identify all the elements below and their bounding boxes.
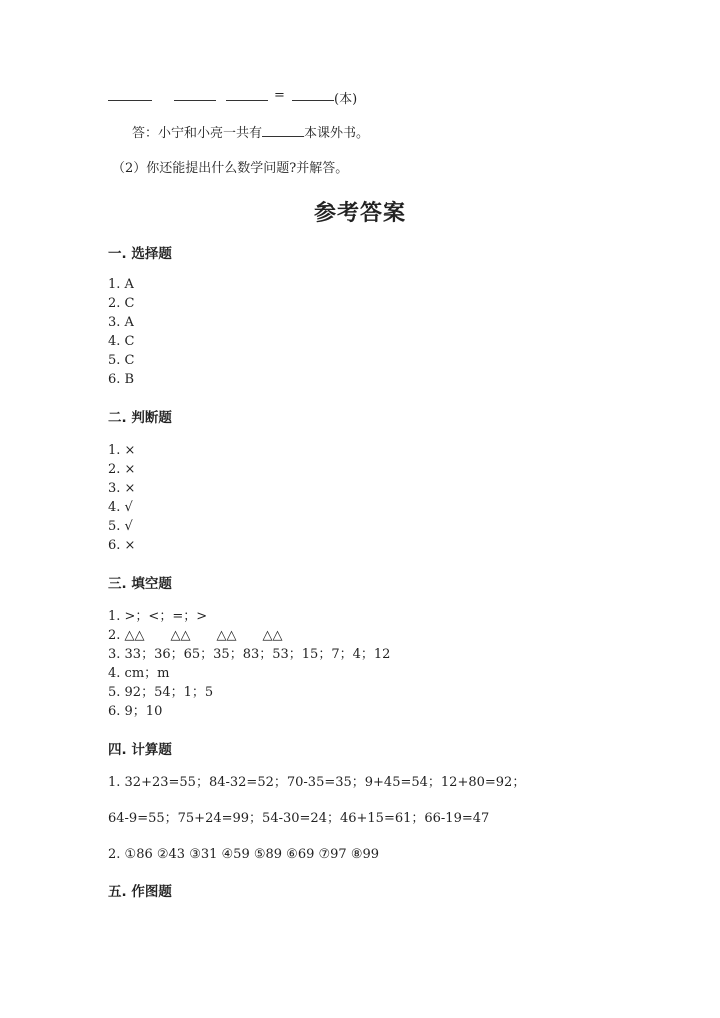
answer-item: 5. 92；54；1；5 (108, 685, 214, 700)
answer-prefix: 答：小宁和小亮一共有 (132, 126, 263, 141)
answer-item: 2. × (108, 462, 136, 477)
answer-item: 3. × (108, 481, 136, 496)
section-heading-calc: 四. 计算题 (108, 742, 172, 758)
answer-suffix: 本课外书。 (304, 126, 370, 141)
answer-item: 1. A (108, 277, 134, 292)
answer-item: 2. ①86 ②43 ③31 ④59 ⑤89 ⑥69 ⑦97 ⑧99 (108, 847, 380, 862)
blank-1 (108, 88, 152, 105)
answer-item: 4. C (108, 334, 135, 349)
section-heading-fill: 三. 填空题 (108, 576, 172, 592)
answer-item: 1. >；<；=；> (108, 609, 208, 624)
answer-key-title: 参考答案 (313, 200, 406, 226)
answer-item: 6. 9；10 (108, 704, 163, 719)
answer-item: 64-9=55；75+24=99；54-30=24；46+15=61；66-19=47 (108, 811, 490, 826)
blank-4 (292, 88, 334, 105)
answer-item: 2. C (108, 296, 135, 311)
answer-item: 2. △△ △△ △△ △△ (108, 628, 283, 643)
answer-item: 6. B (108, 372, 135, 387)
section-heading-judge: 二. 判断题 (108, 410, 172, 426)
answer-item: 4. cm；m (108, 666, 170, 681)
answer-item: 3. 33；36；65；35；83；53；15；7；4；12 (108, 647, 391, 662)
answer-item: 5. C (108, 353, 135, 368)
answer-item: 5. √ (108, 519, 133, 534)
blank-2 (174, 88, 216, 105)
answer-sentence (132, 124, 369, 143)
section-heading-draw: 五. 作图题 (108, 884, 172, 900)
section-heading-choice: 一. 选择题 (108, 246, 172, 262)
blank-3 (226, 88, 268, 105)
answer-item: 1. 32+23=55；84-32=52；70-35=35；9+45=54；12+80=92； (108, 775, 526, 790)
sub-question: （2）你还能提出什么数学问题?并解答。 (112, 161, 349, 176)
unit-label: (本) (334, 92, 358, 107)
answer-item: 1. × (108, 443, 136, 458)
answer-item: 3. A (108, 315, 134, 330)
equals-sign: = (274, 88, 285, 103)
answer-blank (262, 124, 304, 137)
answer-item: 4. √ (108, 500, 133, 515)
answer-item: 6. × (108, 538, 136, 553)
